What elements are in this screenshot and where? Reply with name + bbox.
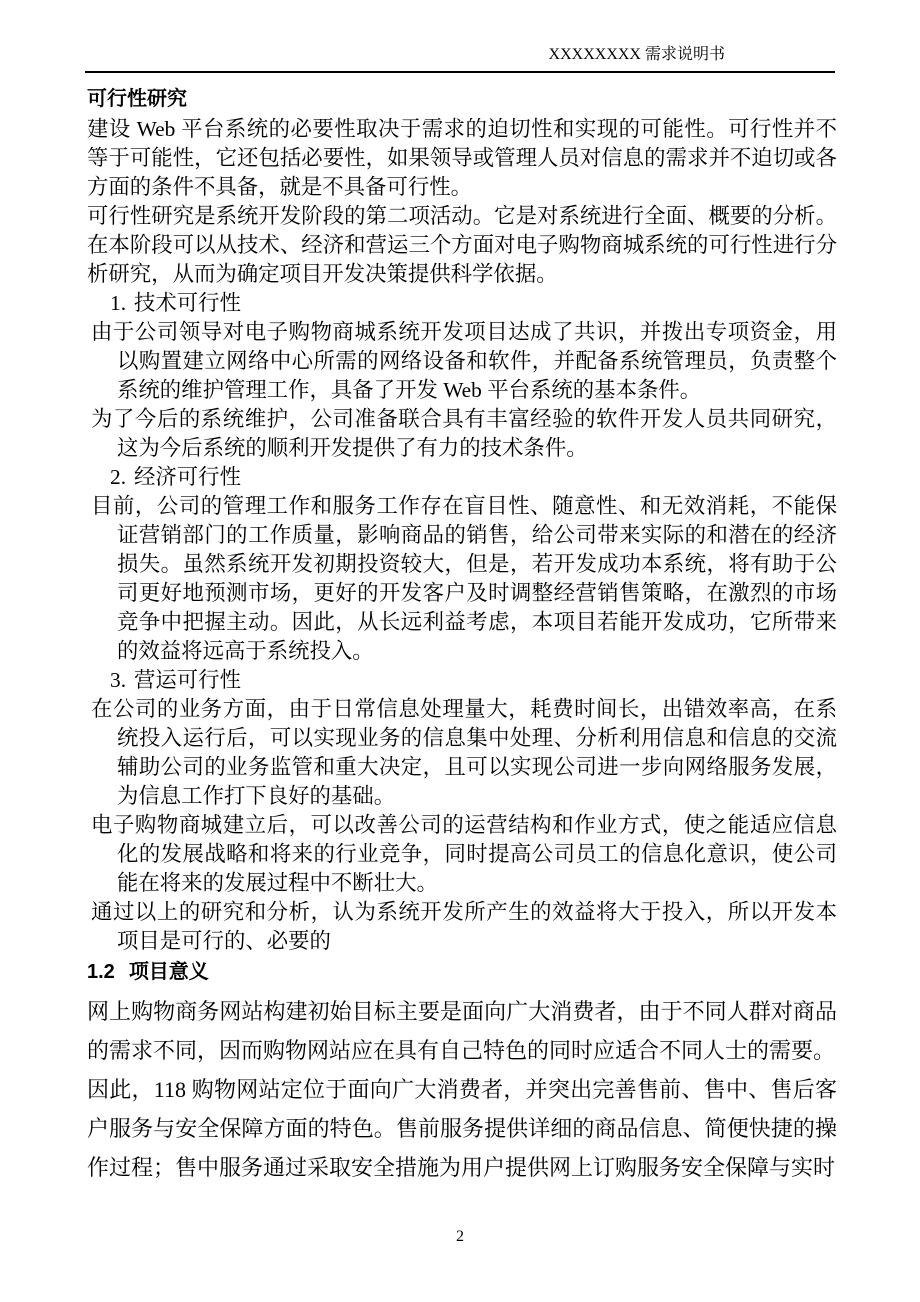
list-item-number: 2.	[110, 465, 127, 489]
feasibility-section-title: 可行性研究	[87, 88, 187, 110]
list-item-title: 经济可行性	[134, 465, 241, 489]
technical-paragraph-1: 由于公司领导对电子购物商城系统开发项目达成了共识，并拨出专项资金，用以购置建立网络中心所需的网络设备和软件，并配备系统管理员，负责整个系统的维护管理工作，具备了开发 Web 平台系统的基本条件。	[91, 320, 837, 402]
feasibility-study-section	[87, 86, 837, 956]
list-item-title: 营运可行性	[134, 668, 241, 692]
project-significance-heading	[87, 958, 837, 986]
list-item-number: 1.	[110, 291, 127, 315]
list-item-technical	[110, 289, 837, 318]
section-title: 项目意义	[128, 961, 209, 983]
list-item-operational	[110, 666, 837, 695]
significance-paragraph-1: 网上购物商务网站构建初始目标主要是面向广大消费者，由于不同人群对商品的需求不同，因而购物网站应在具有自己特色的同时应适合不同人士的需要。	[87, 999, 837, 1063]
list-item-title: 技术可行性	[134, 291, 241, 315]
page-number: 2	[456, 1228, 464, 1245]
list-item-economic	[110, 463, 837, 492]
header-rule	[85, 71, 835, 73]
intro-paragraph-2: 可行性研究是系统开发阶段的第二项活动。它是对系统进行全面、概要的分析。在本阶段可以从技术、经济和营运三个方面对电子购物商城系统的可行性进行分析研究，从而为确定项目开发决策提供科学依据。	[87, 204, 837, 286]
list-item-number: 3.	[110, 668, 127, 692]
page-footer	[0, 1226, 920, 1248]
economic-paragraph-1: 目前，公司的管理工作和服务工作存在盲目性、随意性、和无效消耗，不能保证营销部门的工作质量，影响商品的销售，给公司带来实际的和潜在的经济损失。虽然系统开发初期投资较大，但是，若开发成功本系统，将有助于公司更好地预测市场，更好的开发客户及时调整经营销售策略，在激烈的市场竞争中把握主动。因此，从长远利益考虑，本项目若能开发成功，它所带来的效益将远高于系统投入。	[91, 494, 837, 663]
conclusion-paragraph: 通过以上的研究和分析，认为系统开发所产生的效益将大于投入，所以开发本项目是可行的、必要的	[91, 900, 837, 953]
operational-paragraph-1: 在公司的业务方面，由于日常信息处理量大，耗费时间长，出错效率高，在系统投入运行后，可以实现业务的信息集中处理、分析利用信息和信息的交流辅助公司的业务监管和重大决定，且可以实现公司进一步向网络服务发展，为信息工作打下良好的基础。	[91, 697, 837, 808]
header-title: XXXXXXXX 需求说明书	[548, 46, 725, 63]
project-significance-section	[87, 992, 837, 1187]
technical-paragraph-2: 为了今后的系统维护，公司准备联合具有丰富经验的软件开发人员共同研究，这为今后系统的顺利开发提供了有力的技术条件。	[91, 407, 837, 460]
operational-paragraph-2: 电子购物商城建立后，可以改善公司的运营结构和作业方式，使之能适应信息化的发展战略和将来的行业竞争，同时提高公司员工的信息化意识，使公司能在将来的发展过程中不断壮大。	[91, 813, 837, 895]
section-number: 1.2	[87, 961, 115, 983]
significance-paragraph-2: 因此，118 购物网站定位于面向广大消费者，并突出完善售前、售中、售后客户服务与安全保障方面的特色。售前服务提供详细的商品信息、简便快捷的操作过程；售中服务通过采取安全措施为用户提供网上订购服务安全保障与实时	[87, 1077, 837, 1180]
intro-paragraph-1: 建设 Web 平台系统的必要性取决于需求的迫切性和实现的可能性。可行性并不等于可能性，它还包括必要性，如果领导或管理人员对信息的需求并不迫切或各方面的条件不具备，就是不具备可行性。	[87, 117, 837, 199]
